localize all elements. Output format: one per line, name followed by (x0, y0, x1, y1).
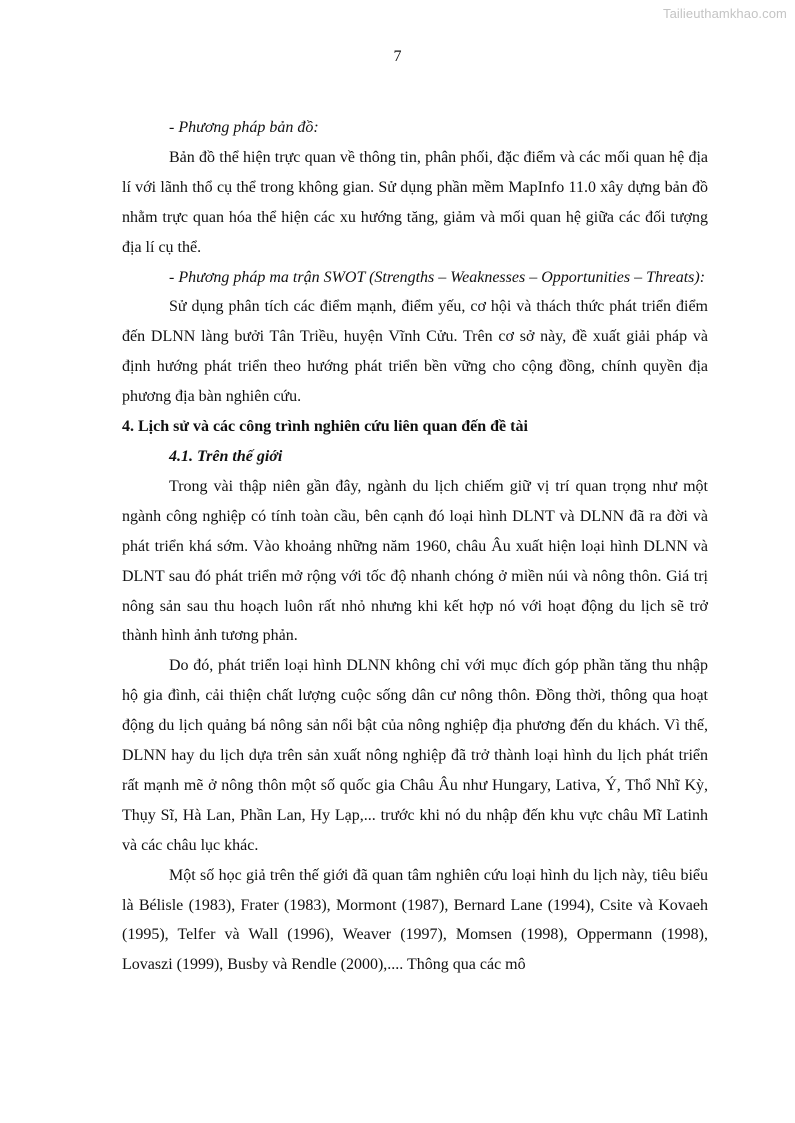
method-swot-heading: - Phương pháp ma trận SWOT (Strengths – Weaknesses – Opportunities – Threats): (169, 268, 706, 286)
section-heading-4: 4. Lịch sử và các công trình nghiên cứu liên quan đến đề tài (122, 418, 528, 436)
method-map-paragraph: Bản đồ thể hiện trực quan về thông tin, phân phối, đặc điểm và các mối quan hệ địa lí với lãnh thổ cụ thể trong không gian. Sử dụng phần mềm MapInfo 11.0 xây dựng bản đồ nhằm trực quan hóa thể hiện các xu hướng tăng, giảm và mối quan hệ giữa các đối tượng địa lí cụ thể. (122, 148, 708, 256)
body-paragraph: Một số học giả trên thế giới đã quan tâm nghiên cứu loại hình du lịch này, tiêu biểu là Bélisle (1983), Frater (1983), Mormont (1987), Bernard Lane (1994), Csite và Kovaeh (1995), Telfer và Wall (1996), Weaver (1997), Momsen (1998), Oppermann (1998), Lovaszi (1999), Busby và Rendle (2000),.... Thông qua các mô (122, 866, 708, 974)
method-swot-paragraph: Sử dụng phân tích các điểm mạnh, điểm yếu, cơ hội và thách thức phát triển điểm đến DLNN làng bưởi Tân Triều, huyện Vĩnh Cửu. Trên cơ sở này, đề xuất giải pháp và định hướng phát triển theo hướng phát triển bền vững cho cộng đồng, chính quyền địa phương địa bàn nghiên cứu. (122, 298, 708, 406)
subsection-heading-4-1: 4.1. Trên thế giới (169, 447, 283, 465)
watermark: Tailieuthamkhao.com (662, 6, 787, 21)
body-paragraph: Trong vài thập niên gần đây, ngành du lịch chiếm giữ vị trí quan trọng như một ngành công nghiệp có tính toàn cầu, bên cạnh đó loại hình DLNT và DLNN đã ra đời và phát triển khá sớm. Vào khoảng những năm 1960, châu Âu xuất hiện loại hình DLNN và DLNT sau đó phát triển mở rộng với tốc độ nhanh chóng ở miền núi và nông thôn. Giá trị nông sản sau thu hoạch luôn rất nhỏ nhưng khi kết hợp nó với hoạt động du lịch sẽ trở thành hình ảnh tương phản. (122, 477, 708, 645)
page-number: 7 (393, 48, 402, 65)
method-map-heading: - Phương pháp bản đồ: (169, 119, 319, 136)
body-paragraph: Do đó, phát triển loại hình DLNN không chỉ với mục đích góp phần tăng thu nhập hộ gia đình, cải thiện chất lượng cuộc sống dân cư nông thôn. Đồng thời, thông qua hoạt động du lịch quảng bá nông sản nổi bật của nông nghiệp địa phương đến du khách. Vì thế, DLNN hay du lịch dựa trên sản xuất nông nghiệp đã trở thành loại hình du lịch phát triển rất mạnh mẽ ở nông thôn một số quốc gia Châu Âu như Hungary, Lativa, Ý, Thổ Nhĩ Kỳ, Thụy Sĩ, Hà Lan, Phần Lan, Hy Lạp,... trước khi nó du nhập đến khu vực châu Mĩ Latinh và các châu lục khác. (122, 657, 708, 854)
document-body (122, 113, 708, 980)
